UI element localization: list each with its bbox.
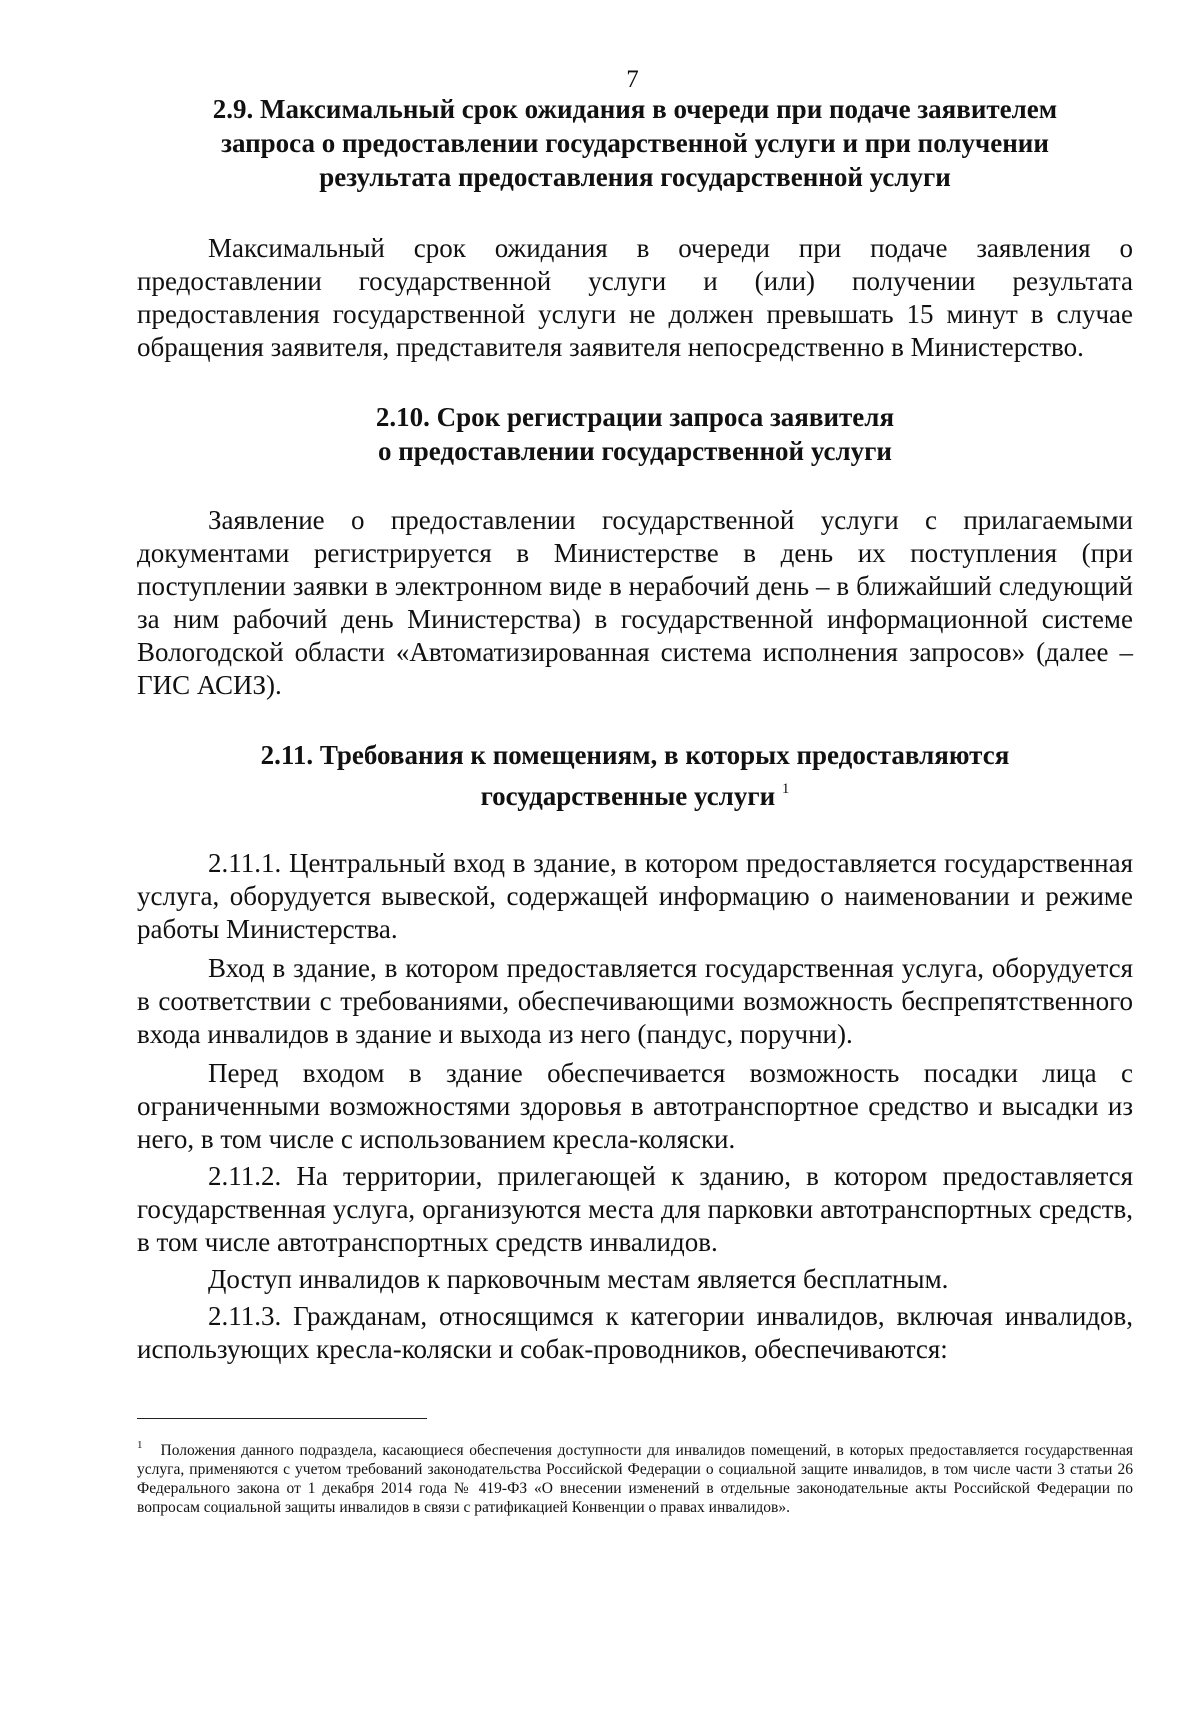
heading-line: 2.9. Максимальный срок ожидания в очереди при подаче заявителем xyxy=(212,94,1058,124)
paragraph: Вход в здание, в котором предоставляется государственная услуга, оборудуется в соответствии с требованиями, обеспечивающими возможность беспрепятственного входа инвалидов в здание и выхода из него (пандус, поручни). xyxy=(137,953,1133,1049)
footnote-text: Положения данного подраздела, касающиеся обеспечения доступности для инвалидов помещений, в которых предоставляется государственная услуга, применяются с учетом требований законодательства Российской Федерации о социальной защите инвалидов, в том числе части 3 статьи 26 Федерального закона от 1 декабря 2014 года № 419-ФЗ «О внесении изменений в отдельные законодательные акты Российской Федерации по вопросам социальной защиты инвалидов в связи с ратификацией Конвенции о правах инвалидов». xyxy=(137,1442,1133,1516)
page-number: 7 xyxy=(626,66,639,93)
footnote-separator xyxy=(137,1418,427,1419)
heading-line: запроса о предоставлении государственной услуги и при получении xyxy=(221,128,1049,158)
footnote xyxy=(137,1436,1133,1517)
paragraph: 2.11.2. На территории, прилегающей к зданию, в котором предоставляется государственная услуга, организуются места для парковки автотранспортных средств, в том числе автотранспортных средств инвалидов. xyxy=(137,1161,1133,1257)
section-heading-2-9 xyxy=(137,92,1133,194)
footnote-mark: 1 xyxy=(137,1439,143,1451)
heading-line-text: государственные услуги xyxy=(480,781,776,811)
paragraph: Максимальный срок ожидания в очереди при подаче заявления о предоставлении государственной услуги и (или) получении результата предоставления государственной услуги не должен превышать 15 минут в случае обращения заявителя, представителя заявителя непосредственно в Министерство. xyxy=(137,233,1133,362)
paragraph: Перед входом в здание обеспечивается возможность посадки лица с ограниченными возможностями здоровья в автотранспортное средство и высадки из него, в том числе с использованием кресла-коляски. xyxy=(137,1058,1133,1154)
heading-line: 2.11. Требования к помещениям, в которых предоставляются xyxy=(260,740,1010,770)
paragraph: Заявление о предоставлении государственной услуги с прилагаемыми документами регистрируется в Министерстве в день их поступления (при поступлении заявки в электронном виде в нерабочий день – в ближайший следующий за ним рабочий день Министерства) в государственной информационной системе Вологодской области «Автоматизированная система исполнения запросов» (далее – ГИС АСИЗ). xyxy=(137,505,1133,700)
heading-line-with-footnote xyxy=(137,772,1133,813)
section-heading-2-10 xyxy=(137,400,1133,468)
section-heading-2-11 xyxy=(137,738,1133,813)
heading-line: 2.10. Срок регистрации запроса заявителя xyxy=(375,402,895,432)
footnote-reference[interactable]: 1 xyxy=(781,781,790,797)
heading-line: о предоставлении государственной услуги xyxy=(377,436,892,466)
paragraph: 2.11.3. Гражданам, относящимся к категории инвалидов, включая инвалидов, использующих кресла-коляски и собак-проводников, обеспечиваются: xyxy=(137,1301,1133,1364)
paragraph: Доступ инвалидов к парковочным местам является бесплатным. xyxy=(208,1264,949,1294)
paragraph: 2.11.1. Центральный вход в здание, в котором предоставляется государственная услуга, оборудуется вывеской, содержащей информацию о наименовании и режиме работы Министерства. xyxy=(137,848,1133,944)
page-content xyxy=(137,92,1133,1366)
heading-line: результата предоставления государственной услуги xyxy=(319,162,951,192)
